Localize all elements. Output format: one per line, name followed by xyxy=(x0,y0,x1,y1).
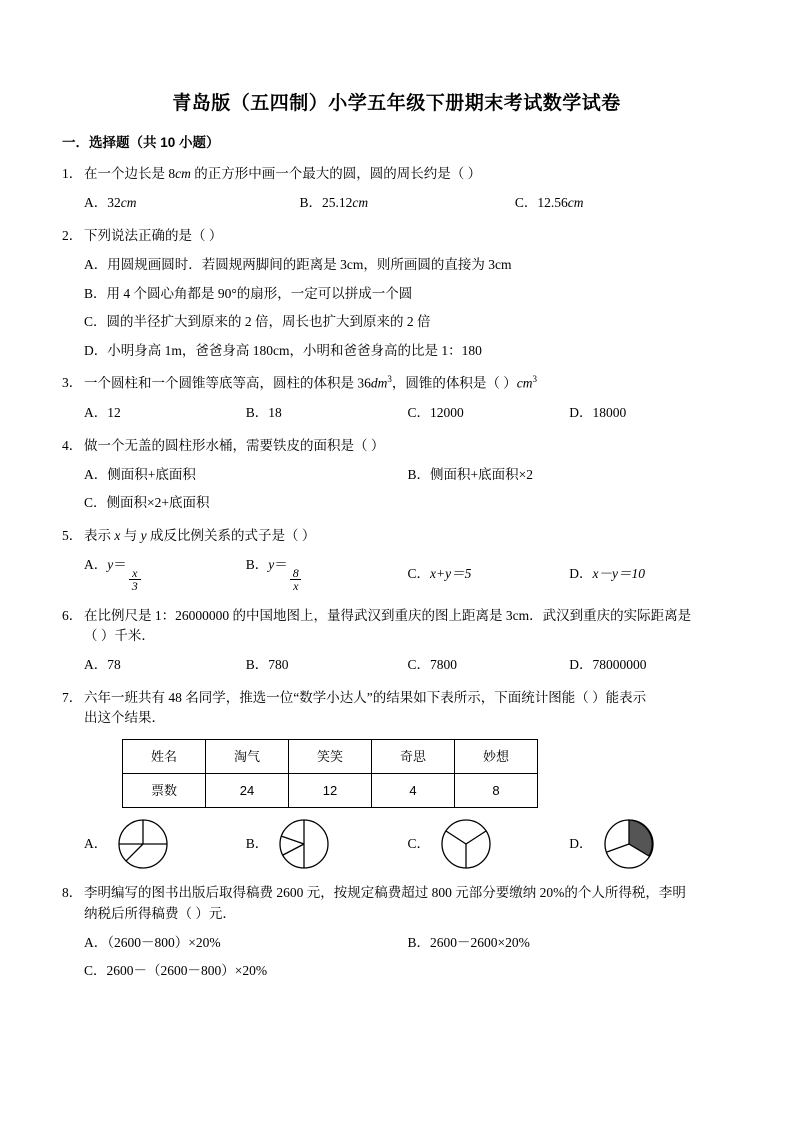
question-8-options xyxy=(62,933,731,981)
question-3 xyxy=(62,373,731,422)
section-heading-choice: 一．选择题（共 10 小题） xyxy=(62,135,220,150)
pie-chart-c-icon xyxy=(440,818,492,870)
question-2-options xyxy=(62,255,731,360)
question-8-text-line1: 李明编写的图书出版后取得稿费 2600 元，按规定稿费超过 800 元部分要缴纳 20%的个人所得税，李明 xyxy=(84,885,686,901)
question-2-option-d[interactable]: D．小明身高 1m，爸爸身高 180cm，小明和爸爸身高的比是 1：180 xyxy=(84,342,482,358)
question-2 xyxy=(62,226,731,361)
question-4-number: 4． xyxy=(62,437,83,453)
question-4-options xyxy=(62,465,731,513)
question-5-stem xyxy=(62,526,731,546)
question-6-options xyxy=(62,655,731,675)
question-7-text-line2: 出这个结果． xyxy=(84,710,165,726)
pie-chart-a-icon xyxy=(117,818,169,870)
question-5-option-b[interactable]: B．y＝ $\frac{8}{x}$ xyxy=(246,555,408,593)
question-8 xyxy=(62,883,731,981)
question-4-option-b[interactable]: B．侧面积+底面积×2 xyxy=(407,466,533,482)
question-3-text-c: ，圆锥的体积是（ ） xyxy=(391,375,517,391)
question-5-number: 5． xyxy=(62,528,83,543)
question-3-number: 3． xyxy=(62,375,83,391)
question-3-stem xyxy=(62,373,731,394)
question-2-option-b[interactable]: B．用 4 个圆心角都是 90°的扇形，一定可以拼成一个圆 xyxy=(84,285,413,301)
question-3-exp-2: 3 xyxy=(532,374,537,385)
question-4 xyxy=(62,436,731,513)
question-5-text-b: 与 xyxy=(120,528,141,543)
table-cell: 12 xyxy=(289,774,372,808)
question-3-option-c[interactable]: C．12000 xyxy=(407,405,464,421)
question-5-var-x: x xyxy=(114,528,121,543)
question-3-text-a: 一个圆柱和一个圆锥等底等高，圆柱的体积是 36 xyxy=(84,375,371,391)
question-6-option-d[interactable]: D．78000000 xyxy=(569,657,647,673)
question-6-stem xyxy=(62,606,731,626)
table-cell: 票数 xyxy=(123,774,206,808)
question-6-text-line1: 在比例尺是 1：26000000 的中国地图上，量得武汉到重庆的图上距离是 3cm．武汉到重庆的实际距离是 xyxy=(84,607,692,623)
table-cell: 姓名 xyxy=(123,740,206,774)
question-3-option-a[interactable]: A．12 xyxy=(84,405,121,421)
question-8-text-line2: 纳税后所得稿费（ ）元． xyxy=(84,905,236,921)
question-8-stem xyxy=(62,883,731,903)
question-6 xyxy=(62,606,731,675)
question-2-option-a[interactable]: A．用圆规画圆时．若圆规两脚间的距离是 3cm，则所画圆的直接为 3cm xyxy=(84,257,512,273)
question-5-var-y: y xyxy=(140,528,147,543)
question-6-option-a[interactable]: A．78 xyxy=(84,657,121,673)
table-cell: 妙想 xyxy=(455,740,538,774)
question-2-number: 2． xyxy=(62,227,83,243)
question-7-options xyxy=(62,818,731,870)
question-3-unit-1: dm xyxy=(370,375,388,391)
question-7-stem xyxy=(62,688,731,708)
vote-table-wrapper xyxy=(122,739,731,808)
question-4-option-a[interactable]: A．侧面积+底面积 xyxy=(84,466,196,482)
question-4-text: 做一个无盖的圆柱形水桶，需要铁皮的面积是（ ） xyxy=(84,437,385,453)
question-3-exp-1: 3 xyxy=(387,374,392,385)
question-8-number: 8． xyxy=(62,885,83,901)
pie-chart-b-icon xyxy=(278,818,330,870)
question-7-option-b[interactable] xyxy=(246,818,408,870)
table-cell: 淘气 xyxy=(206,740,289,774)
question-5-option-a[interactable]: A．y＝ $\frac{x}{3}$ xyxy=(84,555,246,593)
question-2-option-c[interactable]: C．圆的半径扩大到原来的 2 倍，周长也扩大到原来的 2 倍 xyxy=(84,314,431,330)
question-7-option-d[interactable] xyxy=(569,818,731,870)
question-1-text-c: 的正方形中画一个最大的圆，圆的周长约是（ ） xyxy=(190,166,482,181)
table-cell: 24 xyxy=(206,774,289,808)
question-7-number: 7． xyxy=(62,689,83,705)
question-8-option-b[interactable]: B．2600－2600×20% xyxy=(407,934,530,950)
question-4-option-c[interactable]: C．侧面积×2+底面积 xyxy=(84,495,210,511)
question-3-options xyxy=(62,403,731,423)
question-5-option-c[interactable]: C．x+y＝5 xyxy=(407,566,472,582)
pie-chart-d-icon xyxy=(603,818,655,870)
vote-table xyxy=(122,739,538,808)
question-6-number: 6． xyxy=(62,607,83,623)
question-1-text-a: 在一个边长是 8 xyxy=(84,166,176,181)
question-1-option-a[interactable]: A．32cm xyxy=(84,195,137,211)
question-5-text-c: 成反比例关系的式子是（ ） xyxy=(146,528,316,543)
question-5-options xyxy=(62,555,731,593)
question-4-stem xyxy=(62,436,731,456)
table-cell: 8 xyxy=(455,774,538,808)
option-label-d: D． xyxy=(569,836,593,852)
table-cell: 奇思 xyxy=(372,740,455,774)
table-cell: 4 xyxy=(372,774,455,808)
question-3-option-d[interactable]: D．18000 xyxy=(569,405,627,421)
question-1-number: 1． xyxy=(62,166,83,181)
option-label-c: C． xyxy=(407,836,431,852)
question-7-option-a[interactable] xyxy=(84,818,246,870)
question-7-option-c[interactable] xyxy=(408,818,570,870)
question-8-option-c[interactable]: C．2600－（2600－800）×20% xyxy=(84,963,268,979)
question-5-text-a: 表示 xyxy=(84,528,115,543)
question-6-option-c[interactable]: C．7800 xyxy=(407,657,458,673)
table-row xyxy=(123,740,538,774)
question-6-option-b[interactable]: B．780 xyxy=(245,657,289,673)
question-1-stem xyxy=(62,164,731,184)
question-1-option-c[interactable]: C．12.56cm xyxy=(514,195,584,211)
question-2-stem xyxy=(62,226,731,246)
table-row xyxy=(123,774,538,808)
question-6-text-line2: （ ）千米． xyxy=(84,628,155,644)
question-3-unit-2: cm xyxy=(516,375,533,391)
fraction-a: $\frac{x}{3}$ xyxy=(129,567,141,593)
question-1 xyxy=(62,164,731,213)
question-5-option-d[interactable]: D．x－y＝10 xyxy=(569,566,645,582)
question-5 xyxy=(62,526,731,593)
page-title: 青岛版（五四制）小学五年级下册期末考试数学试卷 xyxy=(172,93,621,114)
question-1-option-b[interactable]: B．25.12cm xyxy=(299,195,369,211)
question-3-option-b[interactable]: B．18 xyxy=(245,405,282,421)
option-label-b: B． xyxy=(245,836,269,852)
question-1-options xyxy=(62,193,731,213)
table-cell: 笑笑 xyxy=(289,740,372,774)
option-label-a: A． xyxy=(84,836,108,852)
question-1-unit: cm xyxy=(175,166,191,181)
question-2-text: 下列说法正确的是（ ） xyxy=(84,227,223,243)
question-7-text-line1: 六年一班共有 48 名同学，推选一位“数学小达人”的结果如下表所示，下面统计图能（ ）能表示 xyxy=(84,689,647,705)
question-8-option-a[interactable]: A．（2600－800）×20% xyxy=(84,934,221,950)
question-7 xyxy=(62,688,731,871)
fraction-b: $\frac{8}{x}$ xyxy=(290,567,302,593)
